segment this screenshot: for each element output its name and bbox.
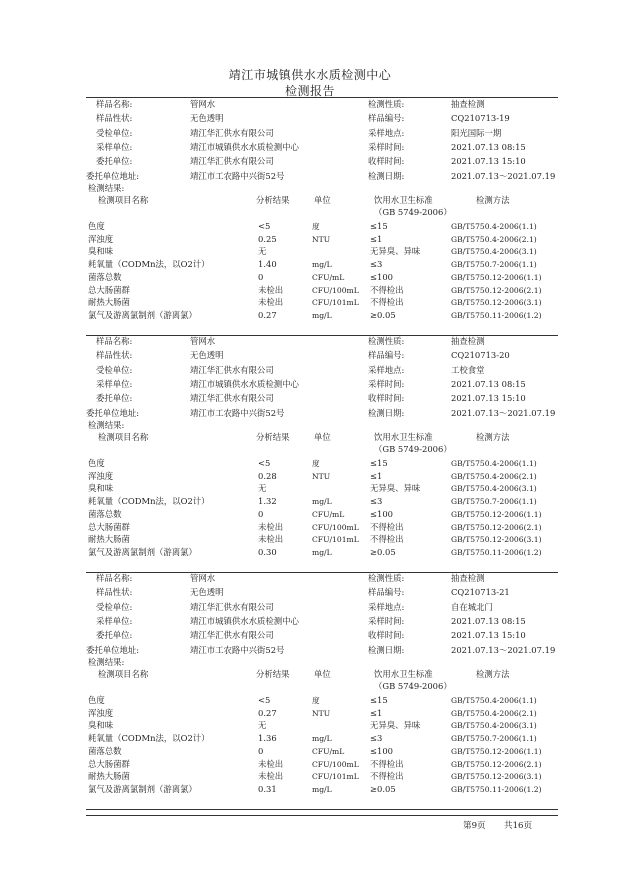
cell-result: 无 [258, 246, 267, 257]
results-heading: 检测结果: [88, 420, 125, 430]
value-entrust_addr: 靖江市工农路中兴街52号 [190, 407, 285, 418]
cell-item: 菌落总数 [88, 508, 122, 519]
value-receive_time: 2021.07.13 15:10 [451, 393, 526, 404]
label-sampler: 采样单位: [96, 141, 133, 152]
label-entrust_addr: 委托单位地址: [86, 644, 140, 655]
cell-standard: 不得检出 [370, 771, 404, 782]
cell-method: GB/T5750.4-2006(2.1) [451, 471, 537, 481]
cell-standard: 不得检出 [370, 534, 404, 545]
col-method-header: 检测方法 [476, 195, 510, 205]
col-item-header: 检测项目名称 [98, 195, 149, 205]
cell-item: 耐热大肠菌 [88, 297, 130, 308]
cell-standard: ≥0.05 [370, 309, 396, 320]
cell-standard: ≤15 [370, 221, 388, 231]
value-sample_name: 管网水 [190, 99, 216, 109]
cell-result: 0.27 [258, 309, 277, 320]
cell-method: GB/T5750.11-2006(1.2) [451, 310, 542, 320]
col-result-header: 分析结果 [256, 669, 290, 679]
footer-divider [86, 815, 558, 816]
label-sample_name: 样品名称: [96, 573, 133, 583]
cell-unit: NTU [312, 234, 331, 244]
cell-item: 总大肠菌群 [88, 758, 130, 769]
cell-result: 0.31 [258, 783, 277, 794]
cell-result: 1.40 [258, 259, 277, 270]
label-site: 采样地点: [368, 127, 405, 138]
results-heading: 检测结果: [88, 657, 125, 667]
label-sample_name: 样品名称: [96, 99, 133, 109]
cell-unit: CFU/mL [312, 746, 345, 756]
cell-method: GB/T5750.4-2006(2.1) [451, 708, 537, 718]
label-entrust: 委托单位: [96, 630, 133, 641]
value-test_date: 2021.07.13～2021.07.19 [451, 644, 556, 655]
cell-item: 臭和味 [88, 483, 114, 494]
col-unit-header: 单位 [314, 195, 331, 205]
label-sample_no: 样品编号: [368, 113, 405, 124]
cell-result: 未检出 [258, 534, 284, 545]
cell-standard: ≤1 [370, 233, 383, 244]
label-sample_time: 采样时间: [368, 615, 405, 626]
cell-item: 耗氧量（CODMn法，以O2计） [88, 496, 210, 507]
value-test_nature: 抽查检测 [451, 573, 485, 583]
cell-result: 未检出 [258, 758, 284, 769]
label-entrust_addr: 委托单位地址: [86, 170, 140, 181]
value-sample_state: 无色透明 [190, 587, 224, 598]
cell-result: 未检出 [258, 771, 284, 782]
label-receive_time: 收样时间: [368, 156, 405, 167]
cell-method: GB/T5750.7-2006(1.1) [451, 497, 537, 507]
col-item-header: 检测项目名称 [98, 669, 149, 679]
cell-item: 总大肠菌群 [88, 521, 130, 532]
label-entrust: 委托单位: [96, 393, 133, 404]
col-std-header: 饮用水卫生标准 [374, 669, 433, 679]
cell-unit: 度 [312, 696, 320, 705]
cell-unit: CFU/100mL [312, 285, 359, 295]
value-site: 自在城北门 [451, 601, 493, 612]
cell-method: GB/T5750.12-2006(2.1) [451, 285, 542, 295]
col-result-header: 分析结果 [256, 195, 290, 205]
cell-result: 未检出 [258, 521, 284, 532]
value-sample_time: 2021.07.13 08:15 [451, 378, 526, 389]
cell-result: 0 [258, 508, 264, 519]
cell-result: 无 [258, 720, 267, 731]
cell-item: 总大肠菌群 [88, 284, 130, 295]
cell-method: GB/T5750.12-2006(1.1) [451, 746, 542, 756]
col-method-header: 检测方法 [476, 432, 510, 442]
col-std-header: 饮用水卫生标准 [374, 195, 433, 205]
col-item-header: 检测项目名称 [98, 432, 149, 442]
cell-unit: CFU/101mL [312, 298, 359, 308]
cell-unit: CFU/mL [312, 272, 345, 282]
value-entrust_addr: 靖江市工农路中兴街52号 [190, 644, 285, 655]
cell-unit: mg/L [312, 260, 332, 270]
value-sample_no: CQ210713-21 [451, 587, 510, 598]
value-site: 工校食堂 [451, 364, 485, 375]
col-std-header: 饮用水卫生标准 [374, 432, 433, 442]
col-method-header: 检测方法 [476, 669, 510, 679]
cell-method: GB/T5750.11-2006(1.2) [451, 784, 542, 794]
cell-item: 浑浊度 [88, 470, 114, 481]
section-divider [86, 572, 558, 573]
cell-standard: ≤100 [370, 745, 394, 756]
cell-unit: mg/L [312, 784, 332, 794]
value-sample_name: 管网水 [190, 336, 216, 346]
label-sample_time: 采样时间: [368, 141, 405, 152]
cell-item: 耗氧量（CODMn法，以O2计） [88, 259, 210, 270]
cell-standard: 不得检出 [370, 758, 404, 769]
cell-unit: CFU/101mL [312, 535, 359, 545]
value-sample_name: 管网水 [190, 573, 216, 583]
cell-item: 浑浊度 [88, 707, 114, 718]
label-receive_time: 收样时间: [368, 393, 405, 404]
value-sample_time: 2021.07.13 08:15 [451, 615, 526, 626]
cell-standard: ≤3 [370, 259, 383, 270]
cell-item: 菌落总数 [88, 745, 122, 756]
cell-unit: NTU [312, 708, 331, 718]
value-entrust: 靖江华汇供水有限公司 [190, 630, 274, 641]
cell-item: 臭和味 [88, 246, 114, 257]
col-result-header: 分析结果 [256, 432, 290, 442]
label-sample_time: 采样时间: [368, 378, 405, 389]
results-heading: 检测结果: [88, 183, 125, 193]
label-sample_name: 样品名称: [96, 336, 133, 346]
label-sample_no: 样品编号: [368, 350, 405, 361]
cell-standard: ≥0.05 [370, 783, 396, 794]
cell-result: <5 [258, 695, 271, 705]
label-sample_no: 样品编号: [368, 587, 405, 598]
cell-standard: 不得检出 [370, 297, 404, 308]
cell-standard: ≤3 [370, 733, 383, 744]
value-sampler: 靖江市城镇供水水质检测中心 [190, 141, 299, 152]
value-sampler: 靖江市城镇供水水质检测中心 [190, 615, 299, 626]
cell-method: GB/T5750.12-2006(3.1) [451, 298, 542, 308]
page-total: 共16页 [504, 821, 533, 831]
label-test_nature: 检测性质: [368, 336, 405, 346]
report-title: 检测报告 [284, 84, 335, 98]
page-number: 第9页 [463, 821, 486, 831]
col-std-ref: （GB 5749-2006） [374, 681, 452, 691]
cell-item: 氯气及游离氯制剂（游离氯） [88, 309, 197, 320]
label-test_date: 检测日期: [368, 170, 405, 181]
value-test_nature: 抽查检测 [451, 336, 485, 346]
cell-item: 菌落总数 [88, 271, 122, 282]
label-entrust: 委托单位: [96, 156, 133, 167]
cell-method: GB/T5750.7-2006(1.1) [451, 734, 537, 744]
label-test_date: 检测日期: [368, 407, 405, 418]
value-test_date: 2021.07.13～2021.07.19 [451, 407, 556, 418]
label-entrust_addr: 委托单位地址: [86, 407, 140, 418]
col-std-ref: （GB 5749-2006） [374, 444, 452, 454]
cell-standard: ≥0.05 [370, 546, 396, 557]
cell-method: GB/T5750.4-2006(3.1) [451, 721, 537, 731]
cell-result: <5 [258, 221, 271, 231]
label-test_nature: 检测性质: [368, 573, 405, 583]
cell-standard: 无异臭、异味 [370, 720, 421, 731]
cell-unit: 度 [312, 222, 320, 231]
value-entrust_addr: 靖江市工农路中兴街52号 [190, 170, 285, 181]
value-sample_time: 2021.07.13 08:15 [451, 141, 526, 152]
value-site: 阳光国际一期 [451, 127, 502, 138]
cell-standard: ≤100 [370, 271, 394, 282]
cell-item: 耐热大肠菌 [88, 534, 130, 545]
value-sample_no: CQ210713-20 [451, 350, 510, 361]
value-sampler: 靖江市城镇供水水质检测中心 [190, 378, 299, 389]
cell-method: GB/T5750.12-2006(2.1) [451, 522, 542, 532]
cell-item: 氯气及游离氯制剂（游离氯） [88, 783, 197, 794]
value-sample_state: 无色透明 [190, 350, 224, 361]
cell-method: GB/T5750.12-2006(1.1) [451, 509, 542, 519]
label-site: 采样地点: [368, 364, 405, 375]
cell-unit: mg/L [312, 310, 332, 320]
cell-result: 0.27 [258, 707, 277, 718]
label-client: 受检单位: [96, 601, 133, 612]
cell-result: 1.32 [258, 496, 277, 507]
cell-method: GB/T5750.12-2006(3.1) [451, 772, 542, 782]
cell-standard: 无异臭、异味 [370, 483, 421, 494]
col-unit-header: 单位 [314, 432, 331, 442]
cell-unit: mg/L [312, 547, 332, 557]
cell-result: 0.25 [258, 233, 277, 244]
cell-result: 1.36 [258, 733, 277, 744]
cell-method: GB/T5750.4-2006(3.1) [451, 484, 537, 494]
value-receive_time: 2021.07.13 15:10 [451, 630, 526, 641]
cell-item: 耐热大肠菌 [88, 771, 130, 782]
cell-result: 未检出 [258, 284, 284, 295]
cell-item: 氯气及游离氯制剂（游离氯） [88, 546, 197, 557]
cell-standard: ≤15 [370, 695, 388, 705]
cell-result: 无 [258, 483, 267, 494]
cell-standard: ≤1 [370, 470, 383, 481]
cell-result: <5 [258, 458, 271, 468]
cell-method: GB/T5750.4-2006(3.1) [451, 247, 537, 257]
label-sample_state: 样品性状: [96, 587, 133, 598]
value-entrust: 靖江华汇供水有限公司 [190, 393, 274, 404]
label-client: 受检单位: [96, 127, 133, 138]
section-divider [86, 809, 558, 810]
cell-unit: CFU/101mL [312, 772, 359, 782]
cell-item: 色度 [88, 458, 105, 468]
label-sampler: 采样单位: [96, 378, 133, 389]
cell-unit: CFU/100mL [312, 522, 359, 532]
section-divider [86, 335, 558, 336]
cell-unit: 度 [312, 459, 320, 468]
cell-method: GB/T5750.4-2006(2.1) [451, 234, 537, 244]
value-client: 靖江华汇供水有限公司 [190, 127, 274, 138]
cell-standard: 不得检出 [370, 521, 404, 532]
cell-unit: CFU/mL [312, 509, 345, 519]
label-test_nature: 检测性质: [368, 99, 405, 109]
cell-unit: mg/L [312, 497, 332, 507]
cell-item: 色度 [88, 221, 105, 231]
cell-unit: NTU [312, 471, 331, 481]
header-divider [86, 97, 558, 98]
cell-result: 0.30 [258, 546, 277, 557]
cell-method: GB/T5750.12-2006(2.1) [451, 759, 542, 769]
value-sample_no: CQ210713-19 [451, 113, 510, 124]
value-test_date: 2021.07.13～2021.07.19 [451, 170, 556, 181]
cell-method: GB/T5750.4-2006(1.1) [451, 222, 537, 231]
value-test_nature: 抽查检测 [451, 99, 485, 109]
cell-unit: CFU/100mL [312, 759, 359, 769]
cell-item: 耗氧量（CODMn法，以O2计） [88, 733, 210, 744]
label-site: 采样地点: [368, 601, 405, 612]
cell-method: GB/T5750.12-2006(3.1) [451, 535, 542, 545]
cell-method: GB/T5750.4-2006(1.1) [451, 459, 537, 468]
cell-unit: mg/L [312, 734, 332, 744]
label-sample_state: 样品性状: [96, 350, 133, 361]
cell-item: 色度 [88, 695, 105, 705]
cell-standard: ≤100 [370, 508, 394, 519]
col-unit-header: 单位 [314, 669, 331, 679]
cell-standard: 无异臭、异味 [370, 246, 421, 257]
label-sample_state: 样品性状: [96, 113, 133, 124]
label-receive_time: 收样时间: [368, 630, 405, 641]
value-sample_state: 无色透明 [190, 113, 224, 124]
col-std-ref: （GB 5749-2006） [374, 207, 452, 217]
cell-standard: ≤1 [370, 707, 383, 718]
cell-result: 0 [258, 745, 264, 756]
value-client: 靖江华汇供水有限公司 [190, 601, 274, 612]
org-title: 靖江市城镇供水水质检测中心 [228, 68, 392, 82]
value-receive_time: 2021.07.13 15:10 [451, 156, 526, 167]
value-client: 靖江华汇供水有限公司 [190, 364, 274, 375]
cell-result: 0 [258, 271, 264, 282]
cell-method: GB/T5750.11-2006(1.2) [451, 547, 542, 557]
cell-result: 0.28 [258, 470, 277, 481]
label-sampler: 采样单位: [96, 615, 133, 626]
cell-standard: 不得检出 [370, 284, 404, 295]
label-client: 受检单位: [96, 364, 133, 375]
label-test_date: 检测日期: [368, 644, 405, 655]
value-entrust: 靖江华汇供水有限公司 [190, 156, 274, 167]
cell-method: GB/T5750.12-2006(1.1) [451, 272, 542, 282]
cell-method: GB/T5750.7-2006(1.1) [451, 260, 537, 270]
cell-method: GB/T5750.4-2006(1.1) [451, 696, 537, 705]
cell-item: 臭和味 [88, 720, 114, 731]
cell-result: 未检出 [258, 297, 284, 308]
cell-standard: ≤15 [370, 458, 388, 468]
cell-item: 浑浊度 [88, 233, 114, 244]
cell-standard: ≤3 [370, 496, 383, 507]
